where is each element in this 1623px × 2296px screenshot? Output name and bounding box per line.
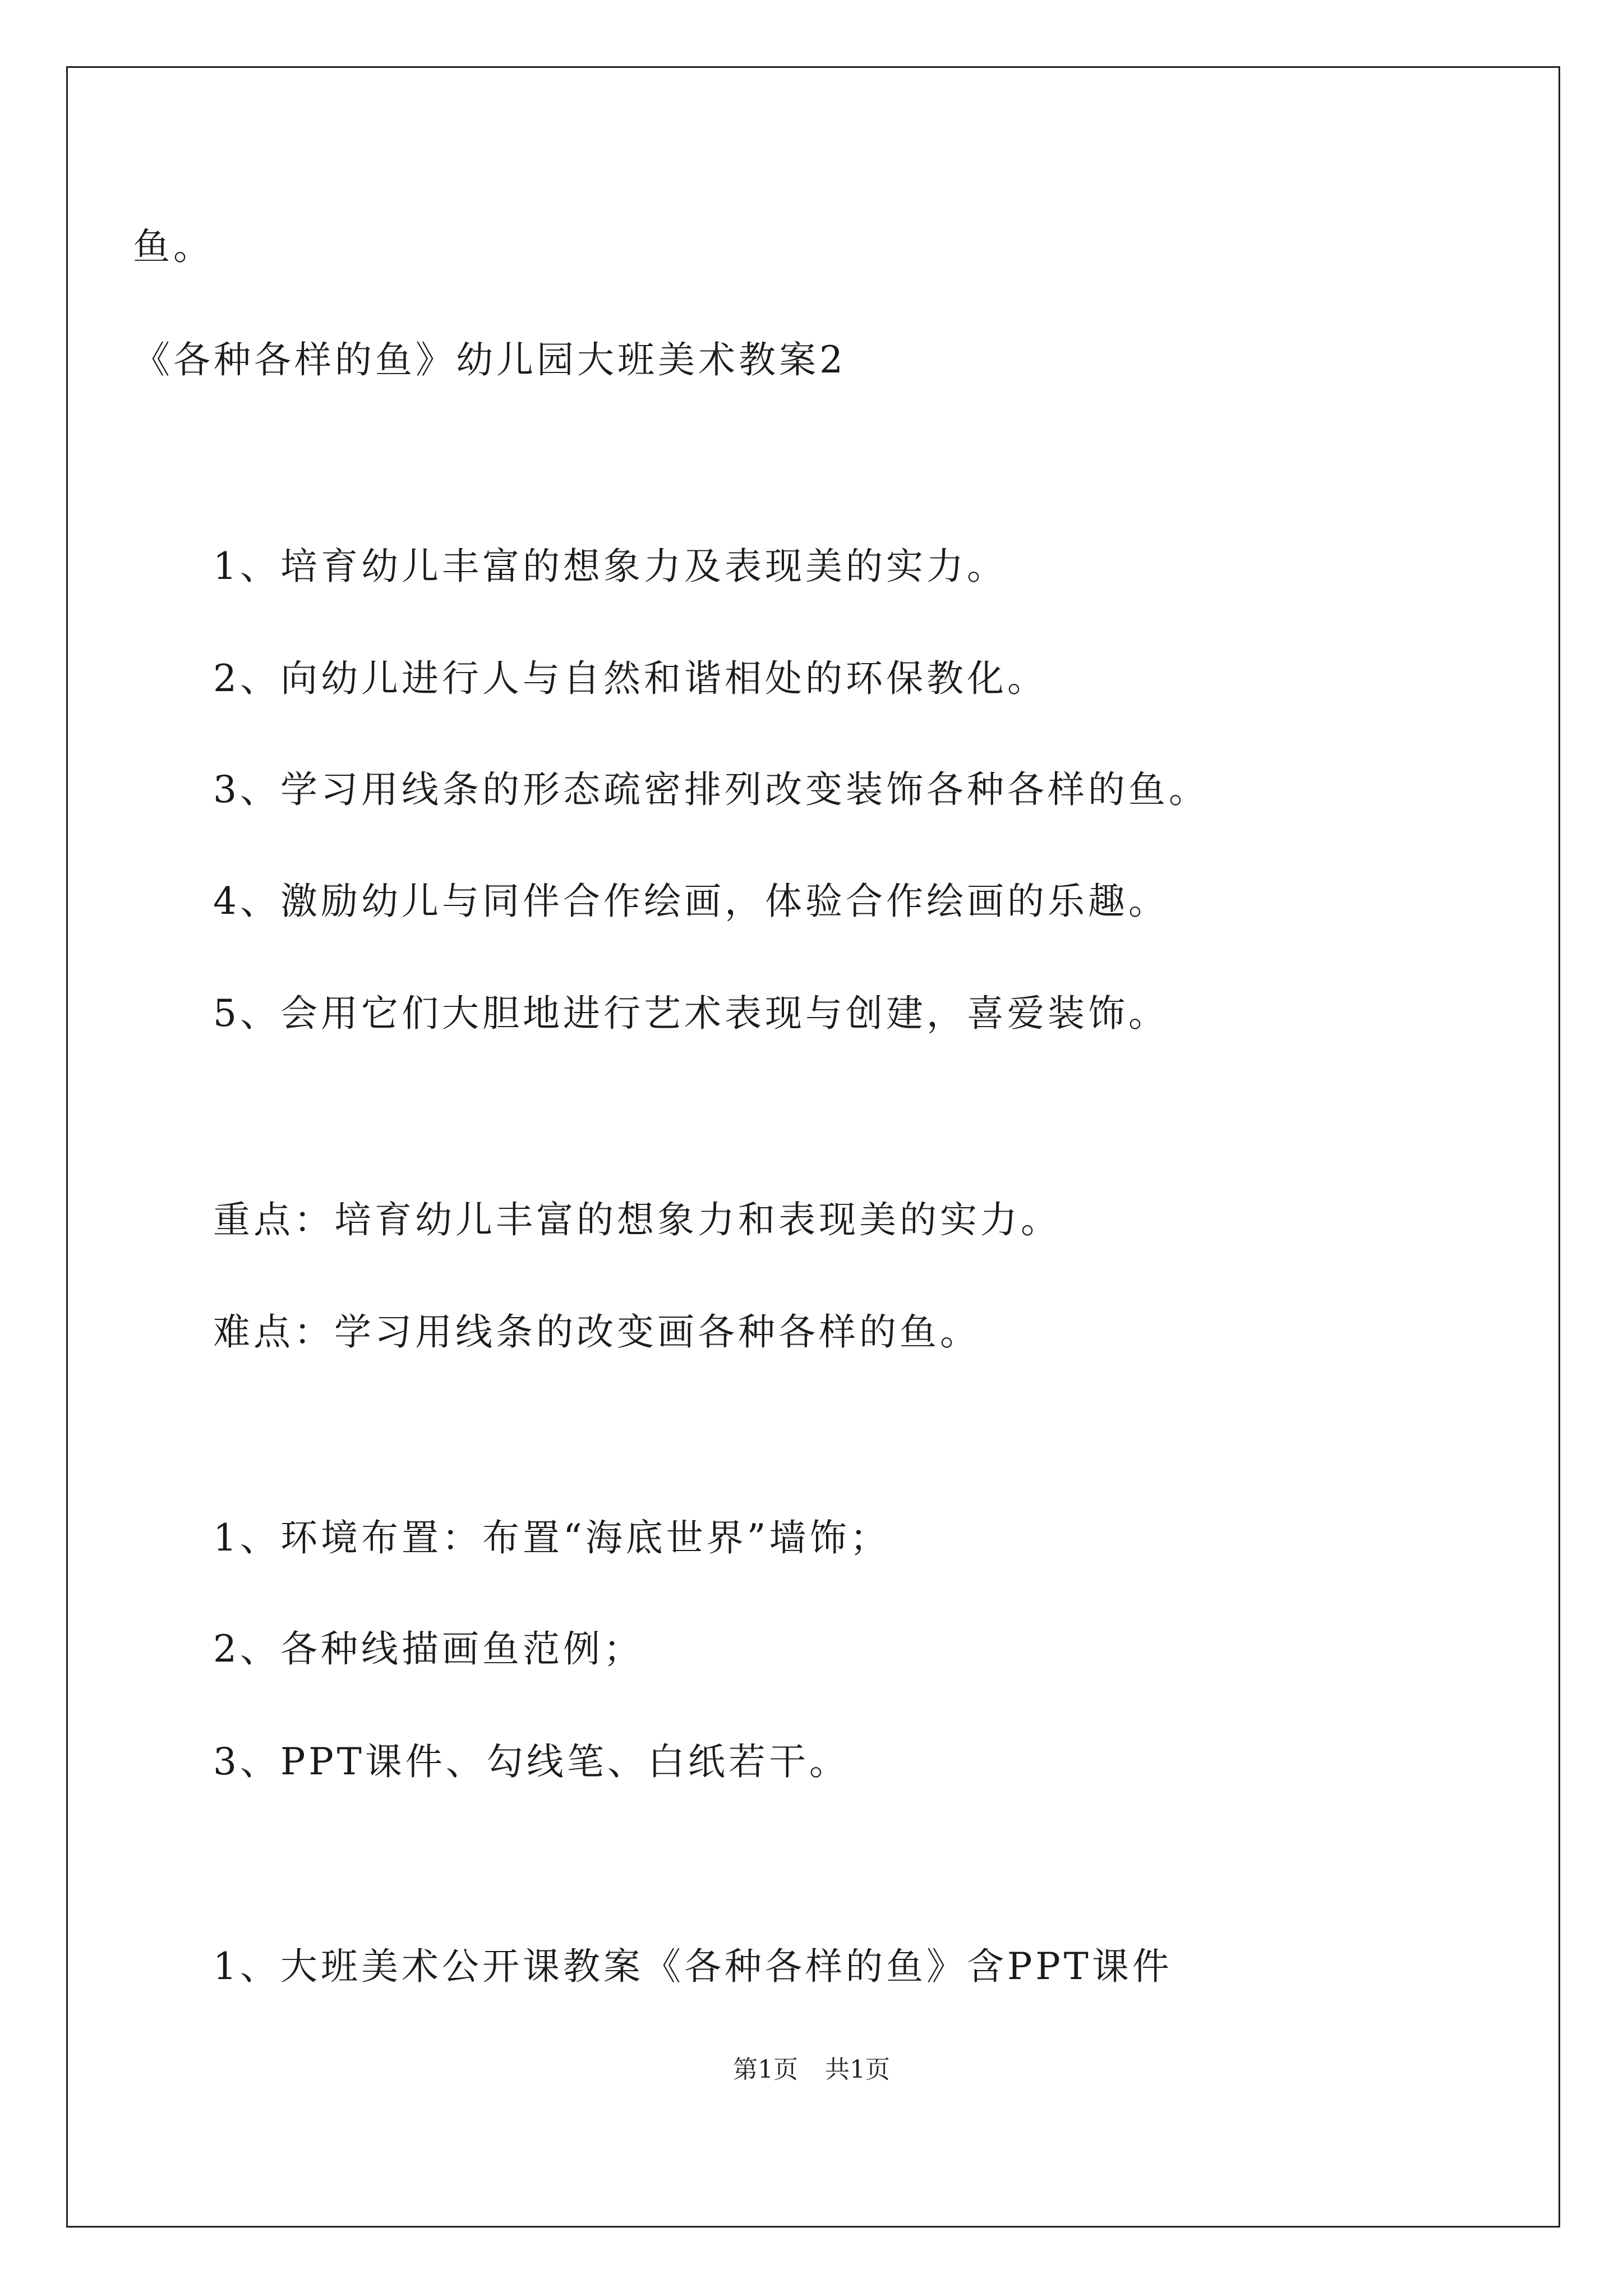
difficult-point: 难点：学习用线条的改变画各种各样的鱼。 (213, 1310, 980, 1354)
goal-item: 5、会用它们大胆地进行艺术表现与创建，喜爱装饰。 (213, 992, 1169, 1035)
page-footer (0, 2053, 1623, 2087)
goal-item: 3、学习用线条的形态疏密排列改变装饰各种各样的鱼。 (213, 768, 1209, 811)
key-point: 重点：培育幼儿丰富的想象力和表现美的实力。 (213, 1198, 1061, 1241)
preparation-item: 1、环境布置：布置“海底世界”墙饰； (213, 1516, 891, 1559)
goal-item: 2、向幼儿进行人与自然和谐相处的环保教化。 (213, 657, 1048, 700)
page-number: 第1页 (733, 2055, 798, 2084)
goal-item: 4、激励幼儿与同伴合作绘画，体验合作绘画的乐趣。 (213, 880, 1169, 923)
preparation-item: 2、各种线描画鱼范例； (213, 1627, 644, 1671)
process-item: 1、大班美术公开课教案《各种各样的鱼》含PPT课件 (213, 1945, 1173, 1988)
lesson-title: 《各种各样的鱼》幼儿园大班美术教案2 (133, 338, 846, 381)
preparation-item: 3、PPT课件、勾线笔、白纸若干。 (213, 1740, 850, 1783)
goal-item: 1、培育幼儿丰富的想象力及表现美的实力。 (213, 545, 1007, 588)
page-total: 共1页 (825, 2055, 890, 2084)
text-fragment: 鱼。 (133, 225, 214, 268)
page-border (66, 66, 1560, 2228)
